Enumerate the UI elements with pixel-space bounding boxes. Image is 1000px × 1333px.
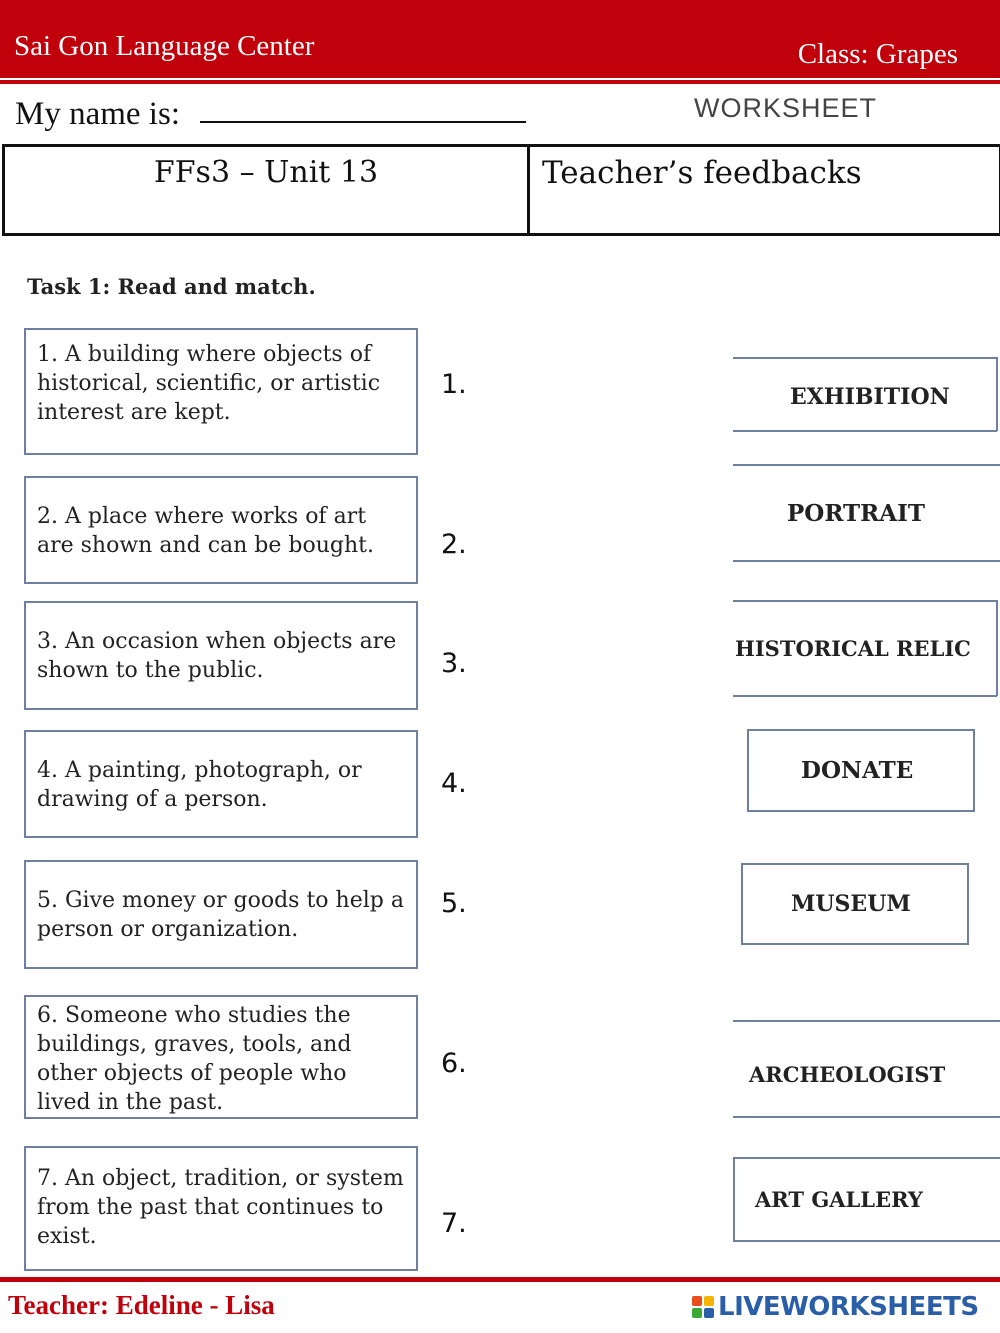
word-card-line (733, 1116, 1000, 1118)
word-card-art-gallery[interactable]: ART GALLERY (755, 1187, 923, 1212)
definition-box-2: 2. A place where works of art are shown and can be bought. (24, 476, 418, 584)
teacher-name: Teacher: Edeline - Lisa (8, 1290, 275, 1320)
name-input-line[interactable] (200, 121, 526, 123)
word-card-line (733, 1157, 1000, 1159)
word-card-line (733, 430, 997, 432)
definition-box-7: 7. An object, tradition, or system from the past that continues to exist. (24, 1146, 418, 1271)
word-card-portrait[interactable]: PORTRAIT (787, 500, 925, 527)
answer-slot-7[interactable]: 7. (441, 1208, 467, 1239)
class-name: Class: Grapes (797, 38, 958, 70)
answer-slot-3[interactable]: 3. (441, 648, 467, 679)
word-card-museum[interactable]: MUSEUM (791, 891, 911, 917)
header-table (2, 144, 1000, 236)
word-card-line (996, 357, 998, 431)
feedback-label: Teacher’s feedbacks (542, 155, 862, 191)
answer-slot-1[interactable]: 1. (441, 369, 467, 400)
word-card-historical-relic[interactable]: HISTORICAL RELIC (735, 636, 971, 661)
definition-box-4: 4. A painting, photograph, or drawing of a person. (24, 730, 418, 838)
liveworksheets-logo[interactable] (692, 1292, 979, 1322)
unit-title: FFs3 – Unit 13 (153, 155, 379, 190)
definition-box-1: 1. A building where objects of historical, scientific, or artistic interest are kept. (24, 328, 418, 455)
liveworksheets-logo-text: LIVEWORKSHEETS (718, 1292, 979, 1322)
answer-slot-5[interactable]: 5. (441, 888, 467, 919)
word-card-line (733, 357, 997, 359)
table-divider (527, 147, 530, 233)
word-card-line (733, 560, 1000, 562)
liveworksheets-logo-icon (692, 1296, 714, 1318)
definition-box-5: 5. Give money or goods to help a person or organization. (24, 860, 418, 969)
word-card-line (733, 1157, 735, 1241)
word-card-donate[interactable]: DONATE (801, 757, 914, 784)
worksheet-label: WORKSHEET (694, 93, 878, 123)
word-card-line (733, 695, 997, 697)
answer-slot-2[interactable]: 2. (441, 529, 467, 560)
word-card-line (996, 600, 998, 696)
definition-box-6: 6. Someone who studies the buildings, graves, tools, and other objects of people who lived in the past. (24, 995, 418, 1119)
definition-box-3: 3. An occasion when objects are shown to the public. (24, 601, 418, 710)
header-rule (0, 80, 1000, 84)
word-card-line (733, 600, 997, 602)
answer-slot-4[interactable]: 4. (441, 768, 467, 799)
answer-slot-6[interactable]: 6. (441, 1048, 467, 1079)
word-card-line (733, 1240, 1000, 1242)
word-card-line (733, 464, 1000, 466)
word-card-line (733, 1020, 1000, 1022)
name-label: My name is: (15, 96, 180, 132)
center-name: Sai Gon Language Center (14, 30, 315, 62)
word-card-exhibition[interactable]: EXHIBITION (790, 384, 950, 410)
word-card-archeologist[interactable]: ARCHEOLOGIST (749, 1062, 946, 1087)
footer-rule (0, 1277, 1000, 1282)
task-title: Task 1: Read and match. (27, 274, 316, 299)
